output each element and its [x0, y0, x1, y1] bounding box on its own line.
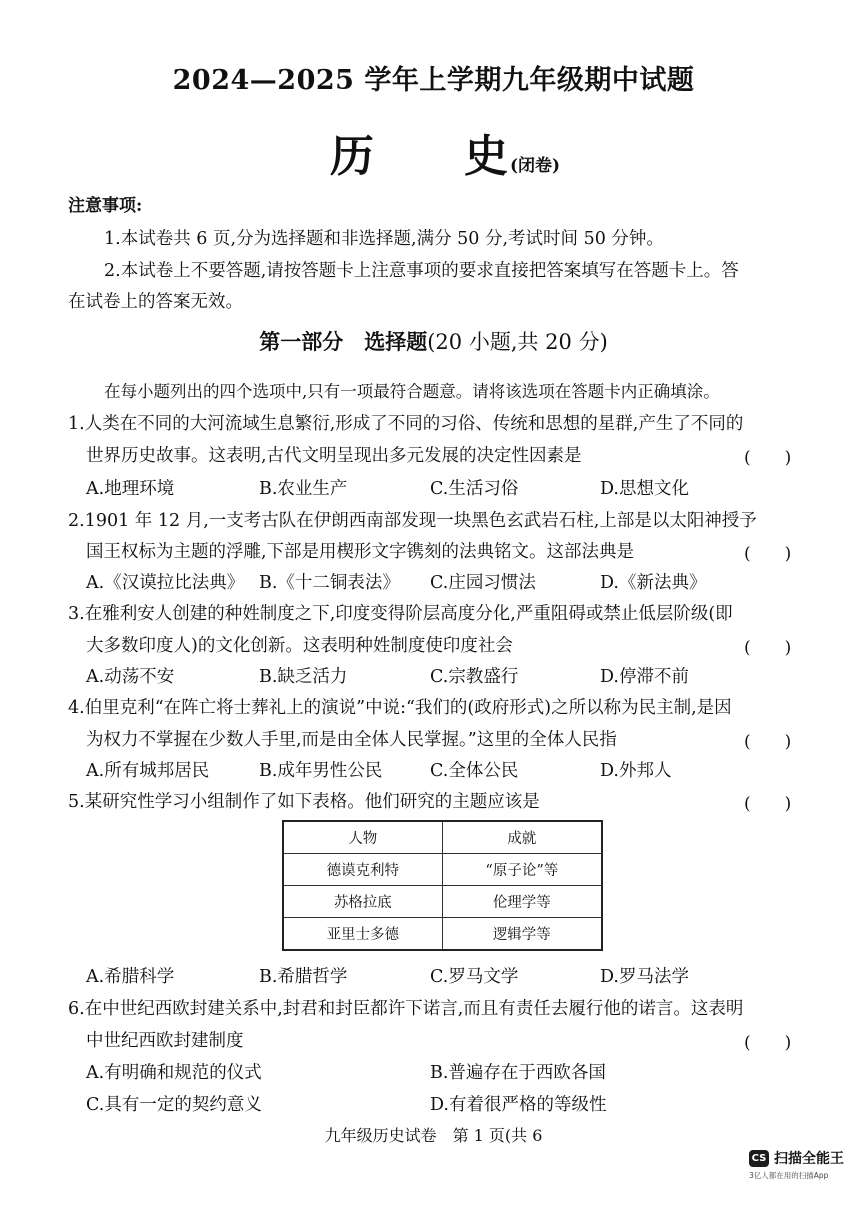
question-6-option-a: A.有明确和规范的仪式: [86, 1063, 262, 1083]
table-row: [283, 886, 602, 918]
question-3-line-2: 大多数印度人)的文化创新。这表明种姓制度使印度社会: [86, 636, 513, 656]
table-header-person: 人物: [283, 821, 442, 854]
answer-paren: ( ): [744, 544, 792, 564]
section-heading: [0, 326, 867, 356]
exam-title: 2024—2025 学年上学期九年级期中试题: [172, 65, 695, 96]
notice-item-2-cont: 在试卷上的答案无效。: [68, 292, 243, 312]
question-6-option-b: B.普遍存在于西欧各国: [430, 1063, 606, 1083]
question-4-option-a: A.所有城邦居民: [86, 761, 210, 781]
subject-title: [330, 120, 560, 184]
closed-book-note: (闭卷): [510, 156, 561, 176]
question-1-option-a: A.地理环境: [86, 479, 175, 499]
page-footer: 九年级历史试卷 第 1 页(共 6: [324, 1126, 543, 1145]
notice-item-2: 2.本试卷上不要答题,请按答题卡上注意事项的要求直接把答案填写在答题卡上。答: [104, 261, 739, 281]
question-6-line-1: 6.在中世纪西欧封建关系中,封君和封臣都许下诺言,而且有责任去履行他的诺言。这表明: [68, 999, 744, 1019]
table-cell-achievement: “原子论”等: [442, 854, 602, 886]
camscanner-tagline: 3亿人都在用的扫描App: [749, 1171, 829, 1180]
question-4-option-d: D.外邦人: [600, 761, 672, 781]
question-5-line-1: 5.某研究性学习小组制作了如下表格。他们研究的主题应该是: [68, 792, 540, 812]
answer-paren: ( ): [744, 638, 792, 658]
answer-paren: ( ): [744, 448, 792, 468]
question-4-line-2: 为权力不掌握在少数人手里,而是由全体人民掌握。”这里的全体人民指: [86, 730, 617, 750]
notice-item-1: 1.本试卷共 6 页,分为选择题和非选择题,满分 50 分,考试时间 50 分钟。: [104, 229, 664, 249]
answer-paren: ( ): [744, 794, 792, 814]
subject-char-2: 史: [464, 131, 508, 182]
answer-paren: ( ): [744, 1033, 792, 1053]
question-3-line-1: 3.在雅利安人创建的种姓制度之下,印度变得阶层高度分化,严重阻碍或禁止低层阶级(即: [68, 604, 733, 624]
table-cell-person: 苏格拉底: [283, 886, 442, 918]
achievements-table: [282, 820, 603, 951]
question-5-option-a: A.希腊科学: [86, 967, 175, 987]
question-2-option-c: C.庄园习惯法: [430, 573, 536, 593]
question-3-option-c: C.宗教盛行: [430, 667, 519, 687]
table-cell-achievement: 逻辑学等: [442, 918, 602, 951]
section-count: (20 小题,共 20 分): [427, 330, 608, 354]
notice-heading: 注意事项:: [68, 196, 143, 216]
question-4-option-b: B.成年男性公民: [259, 761, 383, 781]
question-2-option-d: D.《新法典》: [600, 573, 707, 593]
question-1-option-d: D.思想文化: [600, 479, 689, 499]
table-header-achievement: 成就: [442, 821, 602, 854]
question-5-option-d: D.罗马法学: [600, 967, 689, 987]
question-5-option-b: B.希腊哲学: [259, 967, 348, 987]
camscanner-logo-icon: CS: [749, 1150, 769, 1167]
question-3-option-a: A.动荡不安: [86, 667, 175, 687]
question-3-option-d: D.停滞不前: [600, 667, 689, 687]
question-1-option-b: B.农业生产: [259, 479, 348, 499]
answer-paren: ( ): [744, 732, 792, 752]
question-3-option-b: B.缺乏活力: [259, 667, 348, 687]
question-4-line-1: 4.伯里克利“在阵亡将士葬礼上的演说”中说:“我们的(政府形式)之所以称为民主制,是因: [68, 698, 732, 718]
table-row: [283, 918, 602, 951]
section-instruction: 在每小题列出的四个选项中,只有一项最符合题意。请将该选项在答题卡内正确填涂。: [104, 382, 720, 401]
table-cell-person: 德谟克利特: [283, 854, 442, 886]
question-1-option-c: C.生活习俗: [430, 479, 519, 499]
section-title: 第一部分 选择题: [259, 329, 428, 354]
question-6-option-d: D.有着很严格的等级性: [430, 1095, 607, 1115]
question-6-option-c: C.具有一定的契约意义: [86, 1095, 262, 1115]
question-6-line-2: 中世纪西欧封建制度: [86, 1031, 244, 1051]
question-2-option-a: A.《汉谟拉比法典》: [86, 573, 245, 593]
question-5-option-c: C.罗马文学: [430, 967, 519, 987]
table-cell-achievement: 伦理学等: [442, 886, 602, 918]
question-4-option-c: C.全体公民: [430, 761, 519, 781]
subject-char-1: 历: [330, 131, 374, 182]
question-1-line-2: 世界历史故事。这表明,古代文明呈现出多元发展的决定性因素是: [86, 446, 582, 466]
question-2-option-b: B.《十二铜表法》: [259, 573, 400, 593]
table-cell-person: 亚里士多德: [283, 918, 442, 951]
table-header-row: [283, 821, 602, 854]
question-1-line-1: 1.人类在不同的大河流域生息繁衍,形成了不同的习俗、传统和思想的星群,产生了不同的: [68, 414, 744, 434]
question-2-line-2: 国王权标为主题的浮雕,下部是用楔形文字镌刻的法典铭文。这部法典是: [86, 542, 635, 562]
question-2-line-1: 2.1901 年 12 月,一支考古队在伊朗西南部发现一块黑色玄武岩石柱,上部是以太阳神授予: [68, 511, 757, 531]
table-row: [283, 854, 602, 886]
camscanner-name: 扫描全能王: [774, 1151, 844, 1167]
